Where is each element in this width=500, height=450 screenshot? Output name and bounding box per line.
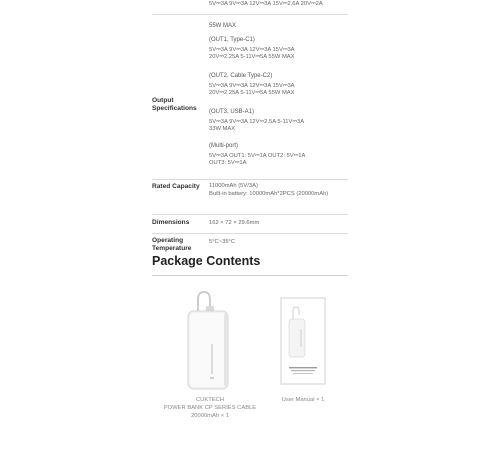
output-group-out1: (OUT1, Type-C1) 5V⎓3A 9V⎓3A 12V⎓3A 15V⎓3A 20V⎓2.25A 5-11V⎓5A 55W MAX: [209, 37, 295, 61]
dimensions-value: 162 × 72 × 29.6mm: [209, 220, 260, 226]
output-spec-label: Output Specifications: [152, 97, 197, 112]
input-spec-value: 5V⎓3A 9V⎓3A 12V⎓3A 15V⎓2.6A 20V⎓2A: [209, 1, 323, 7]
spec-table: [152, 0, 348, 260]
output-group-out3: (OUT3, USB-A1) 5V⎓3A 9V⎓3A 12V⎓2.5A 5-11V⎓3A 33W MAX: [209, 109, 305, 133]
user-manual-caption: User Manual × 1: [281, 397, 325, 403]
spec-row-dimensions: [152, 215, 348, 234]
spec-row-capacity: [152, 180, 348, 215]
spec-row-input: [152, 0, 348, 15]
output-group-multiport: (Multi-port) 5V⎓3A OUT1: 5V⎓1A OUT2: 5V⎓1A OUT3: 5V⎓1A: [209, 143, 306, 167]
operating-temperature-value: 5°C~35°C: [209, 239, 236, 245]
power-bank-image: [180, 286, 240, 392]
output-group-total: 55W MAX: [209, 23, 237, 29]
spec-row-output: [152, 15, 348, 180]
operating-temperature-label: Operating Temperature: [152, 237, 192, 252]
rated-capacity-label: Rated Capacity: [152, 183, 200, 190]
user-manual-image: [280, 297, 326, 385]
rated-capacity-value: 11000mAh (5V/3A) Built-in battery: 10000mAh*2PCS (20000mAh): [209, 183, 329, 197]
output-group-out2: (OUT2, Cable Type-C2) 5V⎓3A 9V⎓3A 12V⎓3A 15V⎓3A 20V⎓2.25A 5-11V⎓5A 55W MAX: [209, 73, 295, 97]
power-bank-caption: CUKTECH POWER BANK CP SERIES CABLE 20000mAh × 1: [163, 397, 257, 419]
package-contents-title: Package Contents: [152, 254, 261, 268]
dimensions-label: Dimensions: [152, 219, 190, 226]
package-divider: [152, 275, 348, 276]
